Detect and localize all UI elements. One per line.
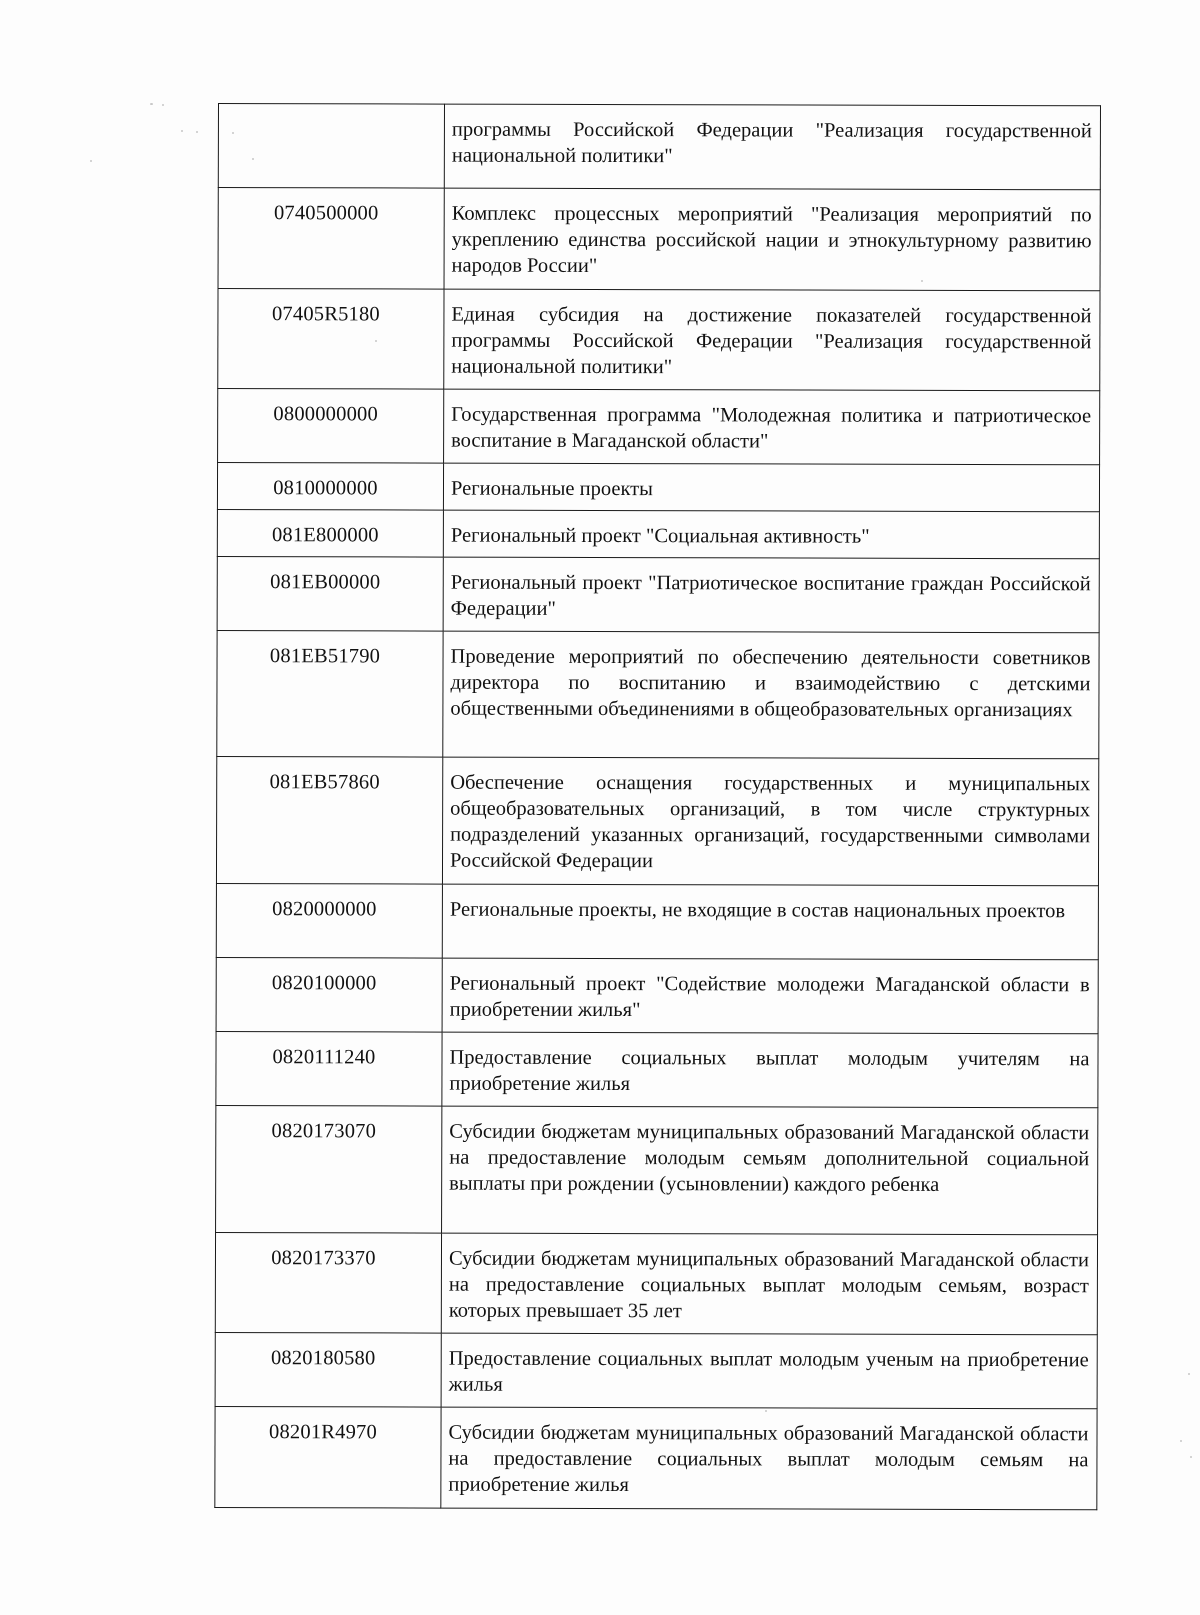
table-row [215, 1332, 1097, 1408]
target-article-name: Предоставление социальных выплат молодым ученым на приобретение жилья [441, 1333, 1097, 1409]
target-article-code: 0740500000 [218, 188, 444, 290]
target-article-code: 081E800000 [217, 509, 443, 557]
target-article-code: 0820111240 [216, 1031, 442, 1106]
target-article-code: 081EB57860 [216, 756, 442, 884]
target-article-code: 07405R5180 [218, 289, 444, 390]
target-article-name: Единая субсидия на достижение показателей государственной программы Российской Федерации "Реализация государственной национальной политики" [444, 289, 1100, 391]
target-article-code: 0820173370 [215, 1232, 441, 1333]
scan-speck [196, 131, 198, 133]
target-article-code: 0820000000 [216, 883, 442, 958]
target-article-code [218, 104, 444, 189]
target-article-code: 081EB51790 [217, 630, 443, 757]
target-article-code: 081EB00000 [217, 556, 443, 631]
scan-speck [181, 130, 183, 132]
target-article-name: Субсидии бюджетам муниципальных образований Магаданской области на предоставление молодым семьям дополнительной социальной выплаты при рождении (усыновлении) каждого ребенка [442, 1106, 1098, 1235]
budget-classification-table [214, 103, 1101, 1510]
target-article-code: 0820180580 [215, 1332, 441, 1407]
target-article-code: 0820100000 [216, 957, 442, 1032]
table-body [215, 104, 1101, 1510]
target-article-name: Субсидии бюджетам муниципальных образований Магаданской области на предоставление социальных выплат молодым семьям на приобретение жилья [441, 1407, 1097, 1510]
table-row [216, 883, 1098, 959]
table-row [216, 957, 1098, 1033]
scan-speck [90, 160, 92, 162]
target-article-code: 0810000000 [217, 463, 443, 511]
scan-speck [1180, 1440, 1182, 1442]
scan-speck [150, 103, 153, 105]
target-article-name: Региональный проект "Патриотическое воспитание граждан Российской Федерации" [443, 557, 1099, 633]
table-row [218, 289, 1100, 391]
table-row [216, 1031, 1098, 1107]
target-article-name: программы Российской Федерации "Реализация государственной национальной политики" [444, 104, 1100, 190]
target-article-code: 0820173070 [216, 1105, 442, 1233]
table-row [215, 1232, 1097, 1334]
target-article-name: Предоставление социальных выплат молодым учителям на приобретение жилья [442, 1032, 1098, 1108]
table-row [218, 389, 1100, 465]
target-article-name: Региональные проекты [443, 463, 1099, 512]
table-row [216, 756, 1098, 885]
table-row [218, 104, 1100, 190]
scan-speck [1188, 1373, 1190, 1375]
table-row [216, 1105, 1098, 1234]
table-row [217, 556, 1099, 632]
scan-speck [162, 104, 164, 106]
target-article-name: Региональный проект "Содействие молодежи Магаданской области в приобретении жилья" [442, 958, 1098, 1034]
table-row [215, 1406, 1097, 1509]
target-article-name: Субсидии бюджетам муниципальных образований Магаданской области на предоставление социальных выплат молодым семьям, возраст которых превышает 35 лет [441, 1233, 1097, 1335]
target-article-name: Проведение мероприятий по обеспечению деятельности советников директора по воспитанию и взаимодействию с детскими общественными объединениями в общеобразовательных организациях [443, 631, 1099, 759]
table-row [217, 509, 1099, 558]
scan-speck [1190, 1456, 1192, 1458]
target-article-name: Региональный проект "Социальная активность" [443, 510, 1099, 559]
table-row [218, 188, 1100, 291]
target-article-name: Государственная программа "Молодежная политика и патриотическое воспитание в Магаданской области" [444, 389, 1100, 465]
table-row [217, 630, 1099, 758]
target-article-name: Региональные проекты, не входящие в состав национальных проектов [442, 884, 1098, 960]
target-article-name: Обеспечение оснащения государственных и муниципальных общеобразовательных организаций, в том числе структурных подразделений указанных организаций, государственными символами Российской Федерации [442, 757, 1098, 886]
target-article-code: 0800000000 [218, 389, 444, 464]
table-row [217, 463, 1099, 512]
target-article-name: Комплекс процессных мероприятий "Реализация мероприятий по укреплению единства российской нации и этнокультурному развитию народов России" [444, 188, 1100, 291]
target-article-code: 08201R4970 [215, 1406, 441, 1508]
